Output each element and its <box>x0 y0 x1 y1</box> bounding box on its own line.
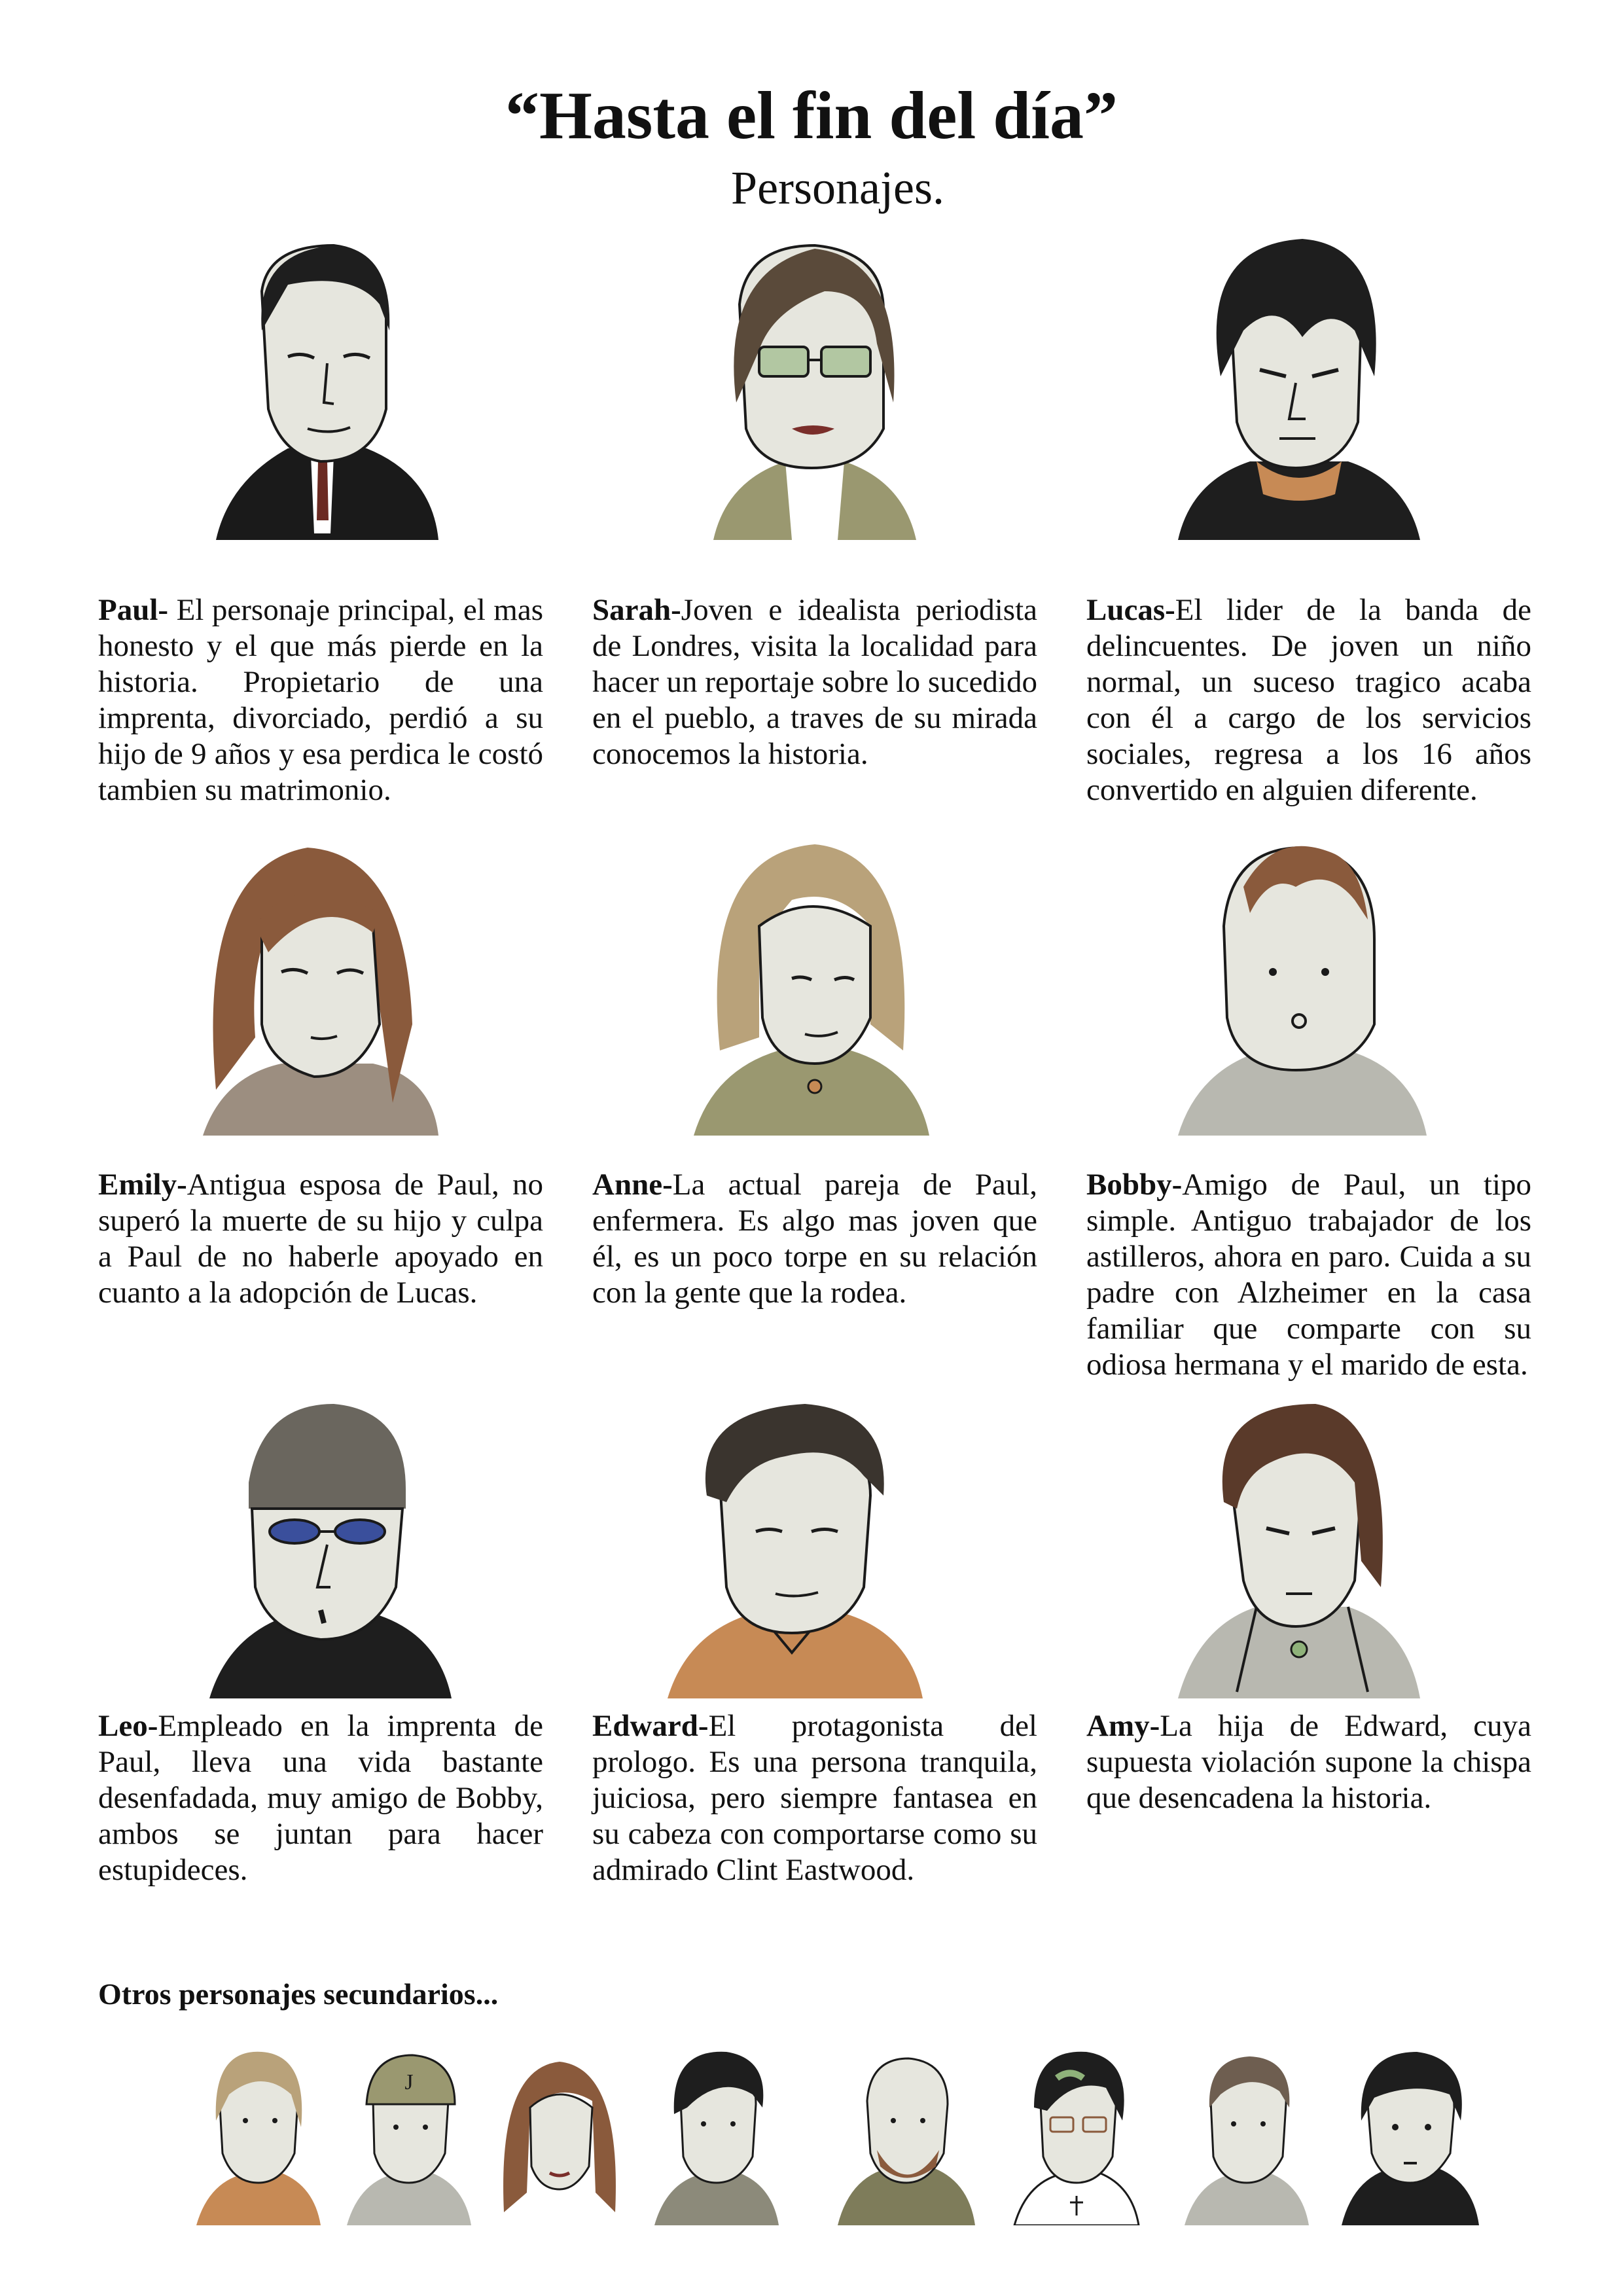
character-name: Emily- <box>98 1168 187 1202</box>
portrait-amy <box>1158 1391 1433 1698</box>
cap-letter: J <box>404 2070 414 2094</box>
character-name: Paul- <box>98 593 169 627</box>
portrait-paul <box>190 232 465 540</box>
character-text: El lider de la banda de delincuentes. De joven un niño normal, un suceso tragico acaba con él a cargo de los servicios sociales, regresa a los 16 años convertido en alguien diferente. <box>1086 593 1531 807</box>
character-text: El protagonista del prologo. Es una persona tranquila, juiciosa, pero siempre fantasea en su cabeza con comportarse como su admirado Clint Eastwood. <box>592 1709 1037 1887</box>
character-name: Lucas- <box>1086 593 1175 627</box>
character-desc-bobby <box>1086 1167 1531 1383</box>
character-name: Anne- <box>592 1168 673 1202</box>
character-text: La actual pareja de Paul, enfermera. Es algo mas joven que él, es un poco torpe en su relación con la gente que la rodea. <box>592 1168 1037 1310</box>
character-desc-leo <box>98 1708 543 1888</box>
secondary-portrait-2 <box>334 2042 484 2225</box>
character-desc-emily <box>98 1167 543 1311</box>
portrait-anne <box>674 828 949 1136</box>
page-subtitle: Personajes. <box>731 162 944 214</box>
character-name: Amy- <box>1086 1709 1160 1743</box>
character-text: Joven e idealista periodista de Londres, visita la localidad para hacer un reportaje sobre lo sucedido en el pueblo, a traves de su mirada conocemos la historia. <box>592 593 1037 771</box>
secondary-portrait-7 <box>1171 2042 1322 2225</box>
secondary-portrait-8 <box>1335 2042 1486 2225</box>
character-desc-lucas <box>1086 592 1531 808</box>
page-title: “Hasta el fin del día” <box>505 78 1118 153</box>
portrait-sarah <box>674 232 949 540</box>
character-desc-sarah <box>592 592 1037 772</box>
character-text: La hija de Edward, cuya supuesta violación supone la chispa que desencadena la historia. <box>1086 1709 1531 1815</box>
secondary-portrait-4 <box>641 2042 792 2225</box>
portrait-lucas <box>1158 232 1433 540</box>
character-name: Edward- <box>592 1709 709 1743</box>
character-desc-anne <box>592 1167 1037 1311</box>
character-desc-paul <box>98 592 543 808</box>
secondary-portrait-1 <box>183 2042 334 2225</box>
portrait-emily <box>177 828 452 1136</box>
character-text: Empleado en la imprenta de Paul, lleva una vida bastante desenfadada, muy amigo de Bobby, ambos se juntan para hacer estupideces. <box>98 1709 543 1887</box>
secondary-portrait-3 <box>484 2042 635 2225</box>
character-desc-edward <box>592 1708 1037 1888</box>
portrait-leo <box>190 1391 465 1698</box>
portrait-edward <box>654 1391 929 1698</box>
character-name: Sarah- <box>592 593 681 627</box>
character-desc-amy <box>1086 1708 1531 1816</box>
secondary-portrait-6 <box>1001 2042 1152 2225</box>
character-name: Bobby- <box>1086 1168 1183 1202</box>
character-text: Amigo de Paul, un tipo simple. Antiguo trabajador de los astilleros, ahora en paro. Cuida a su padre con Alzheimer en la casa familiar que comparte con su odiosa hermana y el marido de esta. <box>1086 1168 1531 1382</box>
character-text: Antigua esposa de Paul, no superó la muerte de su hijo y culpa a Paul de no haberle apoyado en cuanto a la adopción de Lucas. <box>98 1168 543 1310</box>
character-text: El personaje principal, el mas honesto y el que más pierde en la historia. Propietario de una imprenta, divorciado, perdió a su hijo de 9 años y esa perdica le costó tambien su matrimonio. <box>98 593 543 807</box>
secondary-portrait-5 <box>831 2042 982 2225</box>
character-name: Leo- <box>98 1709 158 1743</box>
portrait-bobby <box>1165 828 1440 1136</box>
secondary-heading: Otros personajes secundarios... <box>98 1977 499 2011</box>
